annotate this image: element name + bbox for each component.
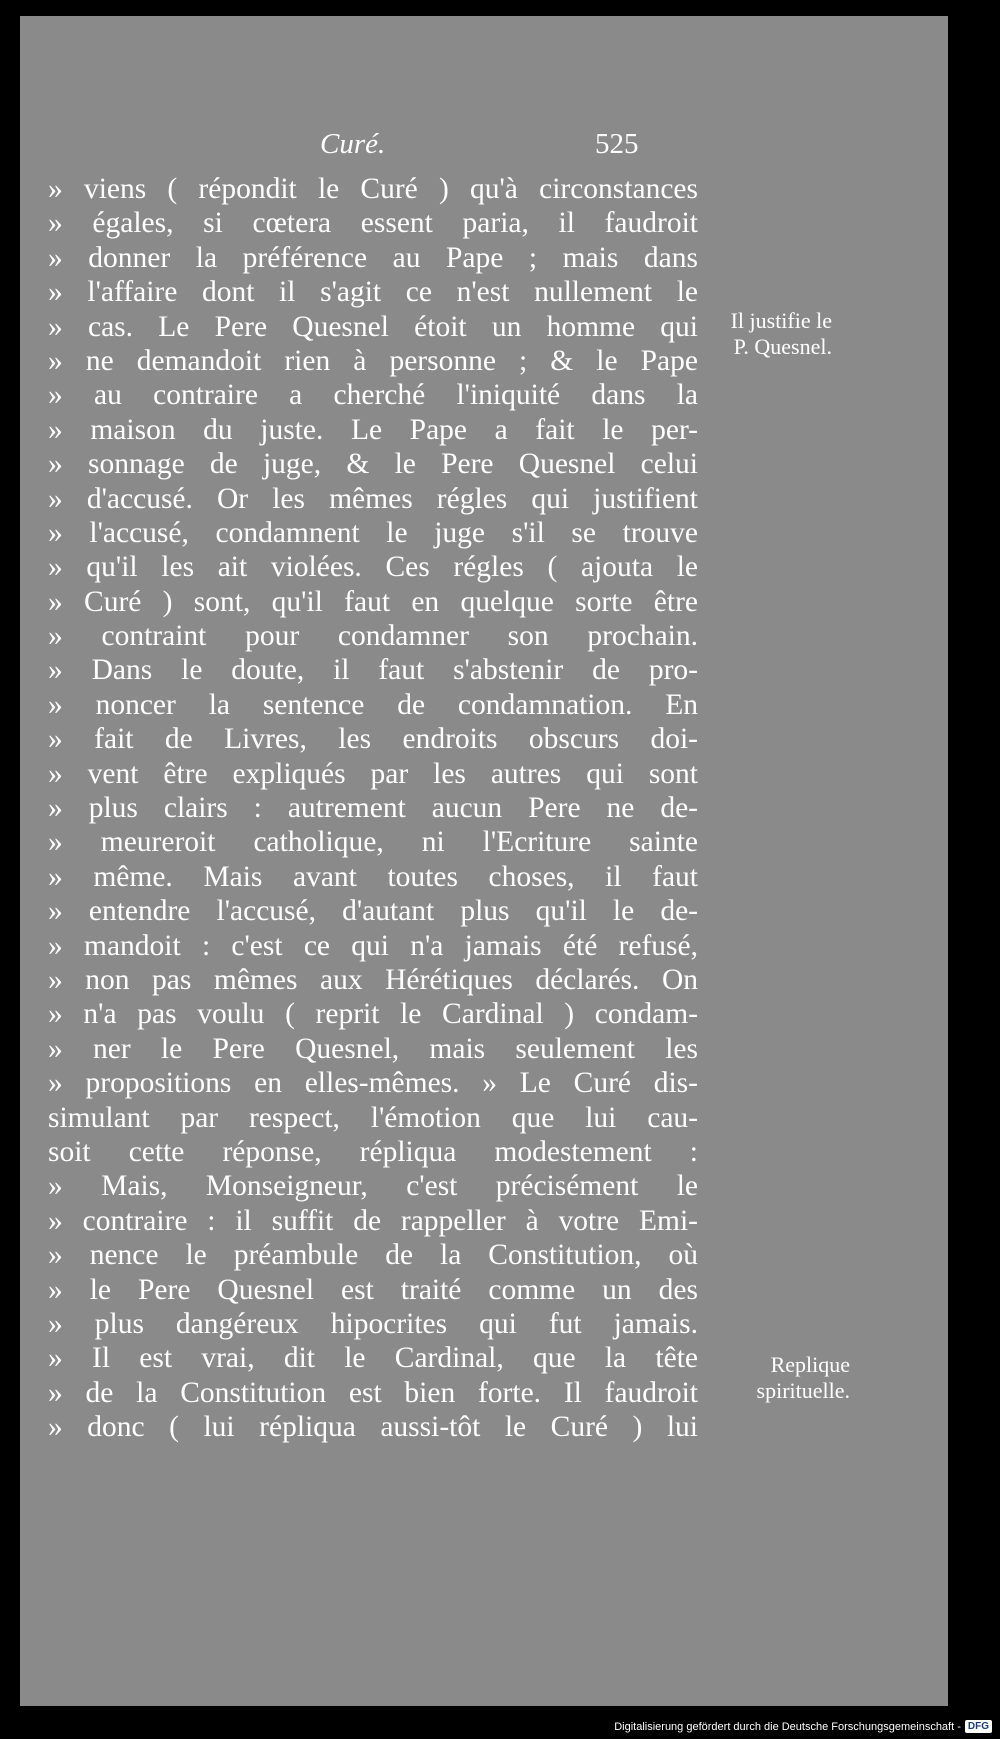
text-line: » de la Constitution est bien forte. Il faudroit [48,1376,698,1409]
marginal-note-line: spirituelle. [756,1378,850,1403]
text-line: » l'accusé, condamnent le juge s'il se trouve [48,516,698,549]
text-line: simulant par respect, l'émotion que lui cau- [48,1101,698,1134]
text-line: » maison du juste. Le Pape a fait le per- [48,413,698,446]
text-line: » ne demandoit rien à personne ; & le Pape [48,344,698,377]
text-line: » au contraire a cherché l'iniquité dans la [48,379,698,412]
text-line: » sonnage de juge, & le Pere Quesnel celui [48,448,698,481]
digitization-footer [614,1720,992,1733]
text-line: » plus dangéreux hipocrites qui fut jamais. [48,1307,698,1340]
text-line: » mandoit : c'est ce qui n'a jamais été refusé, [48,929,698,962]
text-line: » vent être expliqués par les autres qui sont [48,757,698,790]
text-line: » contraire : il suffit de rappeller à votre Emi- [48,1204,698,1237]
footer-text: Digitalisierung gefördert durch die Deutsche Forschungsgemeinschaft - [614,1720,961,1733]
text-line: » viens ( répondit le Curé ) qu'à circonstances [48,173,698,205]
text-line: » donc ( lui répliqua aussi-tôt le Curé ) lui [48,1411,698,1444]
marginal-note-line: Replique [770,1352,850,1377]
marginal-note-line: P. Quesnel. [733,334,832,359]
text-line: » cas. Le Pere Quesnel étoit un homme qui [48,310,698,343]
book-page [20,16,948,1706]
text-line: » fait de Livres, les endroits obscurs doi- [48,723,698,756]
text-line: » Curé ) sont, qu'il faut en quelque sorte être [48,585,698,618]
text-line: » entendre l'accusé, d'autant plus qu'il le de- [48,895,698,928]
text-line: » contraint pour condamner son prochain. [48,620,698,653]
text-line: » qu'il les ait violées. Ces régles ( ajouta le [48,551,698,584]
page-number: 525 [595,128,639,160]
running-head: Curé. [320,128,386,160]
text-line: » égales, si cœtera essent paria, il faudroit [48,207,698,240]
text-line: » Dans le doute, il faut s'abstenir de pro- [48,654,698,687]
text-line: » le Pere Quesnel est traité comme un des [48,1273,698,1306]
dfg-logo-icon: DFG [965,1720,992,1733]
text-line: » nence le préambule de la Constitution, où [48,1239,698,1272]
text-line: » Mais, Monseigneur, c'est précisément le [48,1170,698,1203]
text-line: » l'affaire dont il s'agit ce n'est nullement le [48,276,698,309]
text-line: » ner le Pere Quesnel, mais seulement les [48,1032,698,1065]
text-line: » non pas mêmes aux Hérétiques déclarés. On [48,963,698,996]
text-line: » noncer la sentence de condamnation. En [48,688,698,721]
text-line: » n'a pas voulu ( reprit le Cardinal ) condam- [48,998,698,1031]
text-line: » propositions en elles-mêmes. » Le Curé dis- [48,1067,698,1100]
body-text [48,172,698,1444]
text-line: » meureroit catholique, ni l'Ecriture sainte [48,826,698,859]
text-line: » plus clairs : autrement aucun Pere ne de- [48,792,698,825]
marginal-note [672,308,832,360]
text-line: » d'accusé. Or les mêmes régles qui justifient [48,482,698,515]
page-header [20,128,710,168]
text-line: » Il est vrai, dit le Cardinal, que la tête [48,1342,698,1375]
text-line: » même. Mais avant toutes choses, il faut [48,860,698,893]
text-line: soit cette réponse, répliqua modestement : [48,1135,698,1168]
text-line: » donner la préférence au Pape ; mais dans [48,241,698,274]
marginal-note [680,1352,850,1404]
marginal-note-line: Il justifie le [730,308,832,333]
